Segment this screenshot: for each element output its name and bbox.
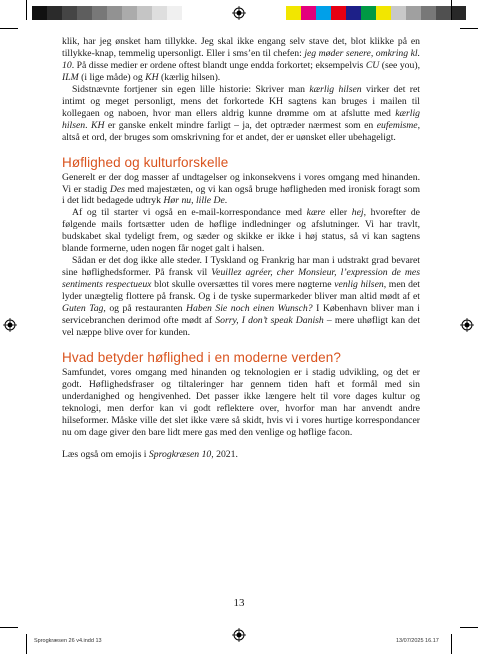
text-run: (see you), bbox=[379, 59, 421, 71]
italic-text: eufemisme bbox=[376, 119, 418, 131]
calibration-swatch bbox=[361, 6, 376, 20]
text-run: , og på restauranten bbox=[103, 303, 187, 315]
italic-text: ILM bbox=[62, 71, 79, 83]
calibration-swatch bbox=[32, 6, 47, 20]
paragraph bbox=[62, 36, 420, 84]
grayscale-calibration-bar bbox=[32, 6, 182, 20]
calibration-swatch bbox=[77, 6, 92, 20]
text-run: , hvorefter de følgende mails fortsætter uden de høflige indledninger og afslutninger. Vi har travlt, budskabet skal tydeligt frem, og sæder og skikke er ikke i høj status, så vi kan sagtens blande formerne, uden nogen får noget galt i halsen. bbox=[62, 207, 420, 255]
text-run: Sidstnævnte fortjener sin egen lille historie: Skriver man bbox=[72, 83, 310, 95]
italic-text: venlig hilsen bbox=[334, 279, 384, 291]
text-run: – mere uhøfligt kan det vel næppe blive over for kunden. bbox=[62, 315, 421, 338]
crop-mark bbox=[0, 28, 18, 29]
text-run: , altså et ord, der bruges som omskrivning for et andet, der er uønsket eller ubehageligt. bbox=[62, 119, 421, 143]
italic-text: kærlig hilsen bbox=[62, 107, 420, 131]
crop-mark bbox=[451, 634, 452, 654]
italic-text: hej bbox=[351, 207, 364, 219]
italic-text: Des bbox=[109, 183, 125, 195]
calibration-swatch bbox=[107, 6, 122, 20]
italic-text: CU bbox=[365, 59, 380, 71]
italic-text: Sprogkræsen 10 bbox=[148, 448, 212, 460]
calibration-swatch bbox=[92, 6, 107, 20]
page-number: 13 bbox=[233, 597, 245, 609]
color-calibration-bar bbox=[286, 6, 466, 20]
calibration-swatch bbox=[451, 6, 466, 20]
calibration-swatch bbox=[376, 6, 391, 20]
crop-mark bbox=[460, 627, 478, 628]
text-run: med majestæten, og vi kan også bruge høfligheden med ironisk foragt som i det lidt bedagede udtryk bbox=[62, 183, 420, 207]
text-run: . bbox=[224, 195, 228, 207]
paragraph bbox=[62, 172, 420, 208]
paragraph bbox=[62, 255, 420, 339]
italic-text: Veuillez agréer, cher Monsieur, l’expression de mes sentiments respectueux bbox=[62, 267, 420, 291]
italic-text: kære bbox=[306, 207, 326, 219]
paragraph bbox=[62, 84, 420, 144]
calibration-swatch bbox=[436, 6, 451, 20]
registration-mark-icon bbox=[232, 6, 246, 20]
section-heading: Hvad betyder høflighed i en moderne verden? bbox=[62, 349, 341, 365]
italic-text: KH bbox=[90, 119, 105, 131]
text-run: I København bliver man i servicebranchen derimod ofte mødt af bbox=[62, 303, 420, 327]
calibration-swatch bbox=[346, 6, 361, 20]
italic-text: Haben Sie noch einen Wunsch? bbox=[186, 303, 313, 315]
text-run: Samfundet, vores omgang med hinanden og teknologien er i stadig udvikling, og det er godt. Høflighedsfraser og tiltaleringer har gennem tiden haft et formål med sin underdanighed og hengivenhed. Det passer ikke længere helt til vore dages kultur og teknologi, men derfor kan vi godt reflektere over, hvorfor man har anvendt andre hilseformer. Måske ville det slet ikke være så skidt, hvis vi i vores hurtige korrespondancer nu om dage giver den bare lidt mere gas med den venlige og høflige facon. bbox=[62, 366, 420, 438]
italic-text: KH bbox=[145, 71, 159, 83]
italic-text: Sorry, I don’t speak Danish bbox=[215, 315, 324, 327]
italic-text: kærlig hilsen bbox=[309, 83, 362, 95]
calibration-swatch bbox=[286, 6, 301, 20]
registration-mark-icon bbox=[3, 318, 17, 332]
slug-timestamp: 13/07/2025 16.17 bbox=[396, 638, 439, 644]
crop-mark bbox=[26, 634, 27, 654]
text-run: . På disse medier er ordene oftest blandt unge endda forkortet; eksempelvis bbox=[71, 59, 366, 71]
registration-mark-icon bbox=[232, 628, 246, 642]
calibration-swatch bbox=[406, 6, 421, 20]
text-run: eller bbox=[325, 207, 352, 219]
text-run: , men det lyder unægtelig flottere på fransk. Og i de tyske supermarkeder bliver man altid mødt af et bbox=[62, 279, 420, 303]
text-run: (i lige måde) og bbox=[78, 71, 146, 83]
italic-text: jeg møder senere, omkring kl. 10 bbox=[62, 47, 420, 71]
crop-mark bbox=[0, 627, 18, 628]
text-run: er ganske enkelt mindre farligt – ja, det optræder nærmest som en bbox=[104, 119, 377, 131]
paragraph bbox=[62, 367, 420, 439]
paragraph bbox=[62, 207, 420, 255]
paragraph bbox=[62, 449, 420, 461]
section-heading: Høflighed og kulturforskelle bbox=[62, 154, 229, 170]
calibration-swatch bbox=[122, 6, 137, 20]
page-body bbox=[62, 36, 420, 461]
crop-mark bbox=[460, 28, 478, 29]
calibration-swatch bbox=[421, 6, 436, 20]
calibration-swatch bbox=[316, 6, 331, 20]
text-run: blot skulle oversættes til vores mere nøgterne bbox=[151, 279, 335, 291]
slug-filename: Sprogkræsen 26 v4.indd 13 bbox=[34, 638, 102, 644]
calibration-swatch bbox=[137, 6, 152, 20]
text-run: Sådan er det dog ikke alle steder. I Tyskland og Frankrig har man i udstrakt grad bevaret sine høflighedsformer. På fransk vil bbox=[62, 255, 420, 279]
calibration-swatch bbox=[152, 6, 167, 20]
text-run: . bbox=[85, 119, 91, 131]
italic-text: Guten Tag bbox=[62, 303, 104, 315]
text-run: Læs også om emojis i bbox=[62, 448, 149, 460]
crop-mark bbox=[26, 0, 27, 20]
calibration-swatch bbox=[62, 6, 77, 20]
crop-mark bbox=[451, 0, 452, 20]
calibration-swatch bbox=[167, 6, 182, 20]
text-run: Af og til starter vi også en e-mail-korrespondance med bbox=[72, 207, 307, 219]
italic-text: Hør nu, lille De bbox=[163, 195, 225, 207]
text-run: klik, har jeg ønsket ham tillykke. Jeg skal ikke engang selv stave det, blot klikke på en tillykke-knap, temmelig upersonligt. Eller i sms’en til chefen: bbox=[62, 36, 420, 59]
text-run: , 2021. bbox=[211, 448, 238, 460]
text-run: Generelt er der dog masser af undtagelser og inkonsekvens i vores omgang med hinanden. Vi er stadig bbox=[62, 171, 420, 195]
calibration-swatch bbox=[391, 6, 406, 20]
text-run: virker det ret intimt og meget personligt, mens det forkortede KH sagtens kan bruges i mailen til kollegaen og naboen, hvor man ellers aldrig kunne drømme om at afslutte med bbox=[62, 83, 420, 119]
calibration-swatch bbox=[301, 6, 316, 20]
text-run: (kærlig hilsen). bbox=[158, 71, 221, 83]
calibration-swatch bbox=[331, 6, 346, 20]
registration-mark-icon bbox=[460, 318, 474, 332]
calibration-swatch bbox=[47, 6, 62, 20]
